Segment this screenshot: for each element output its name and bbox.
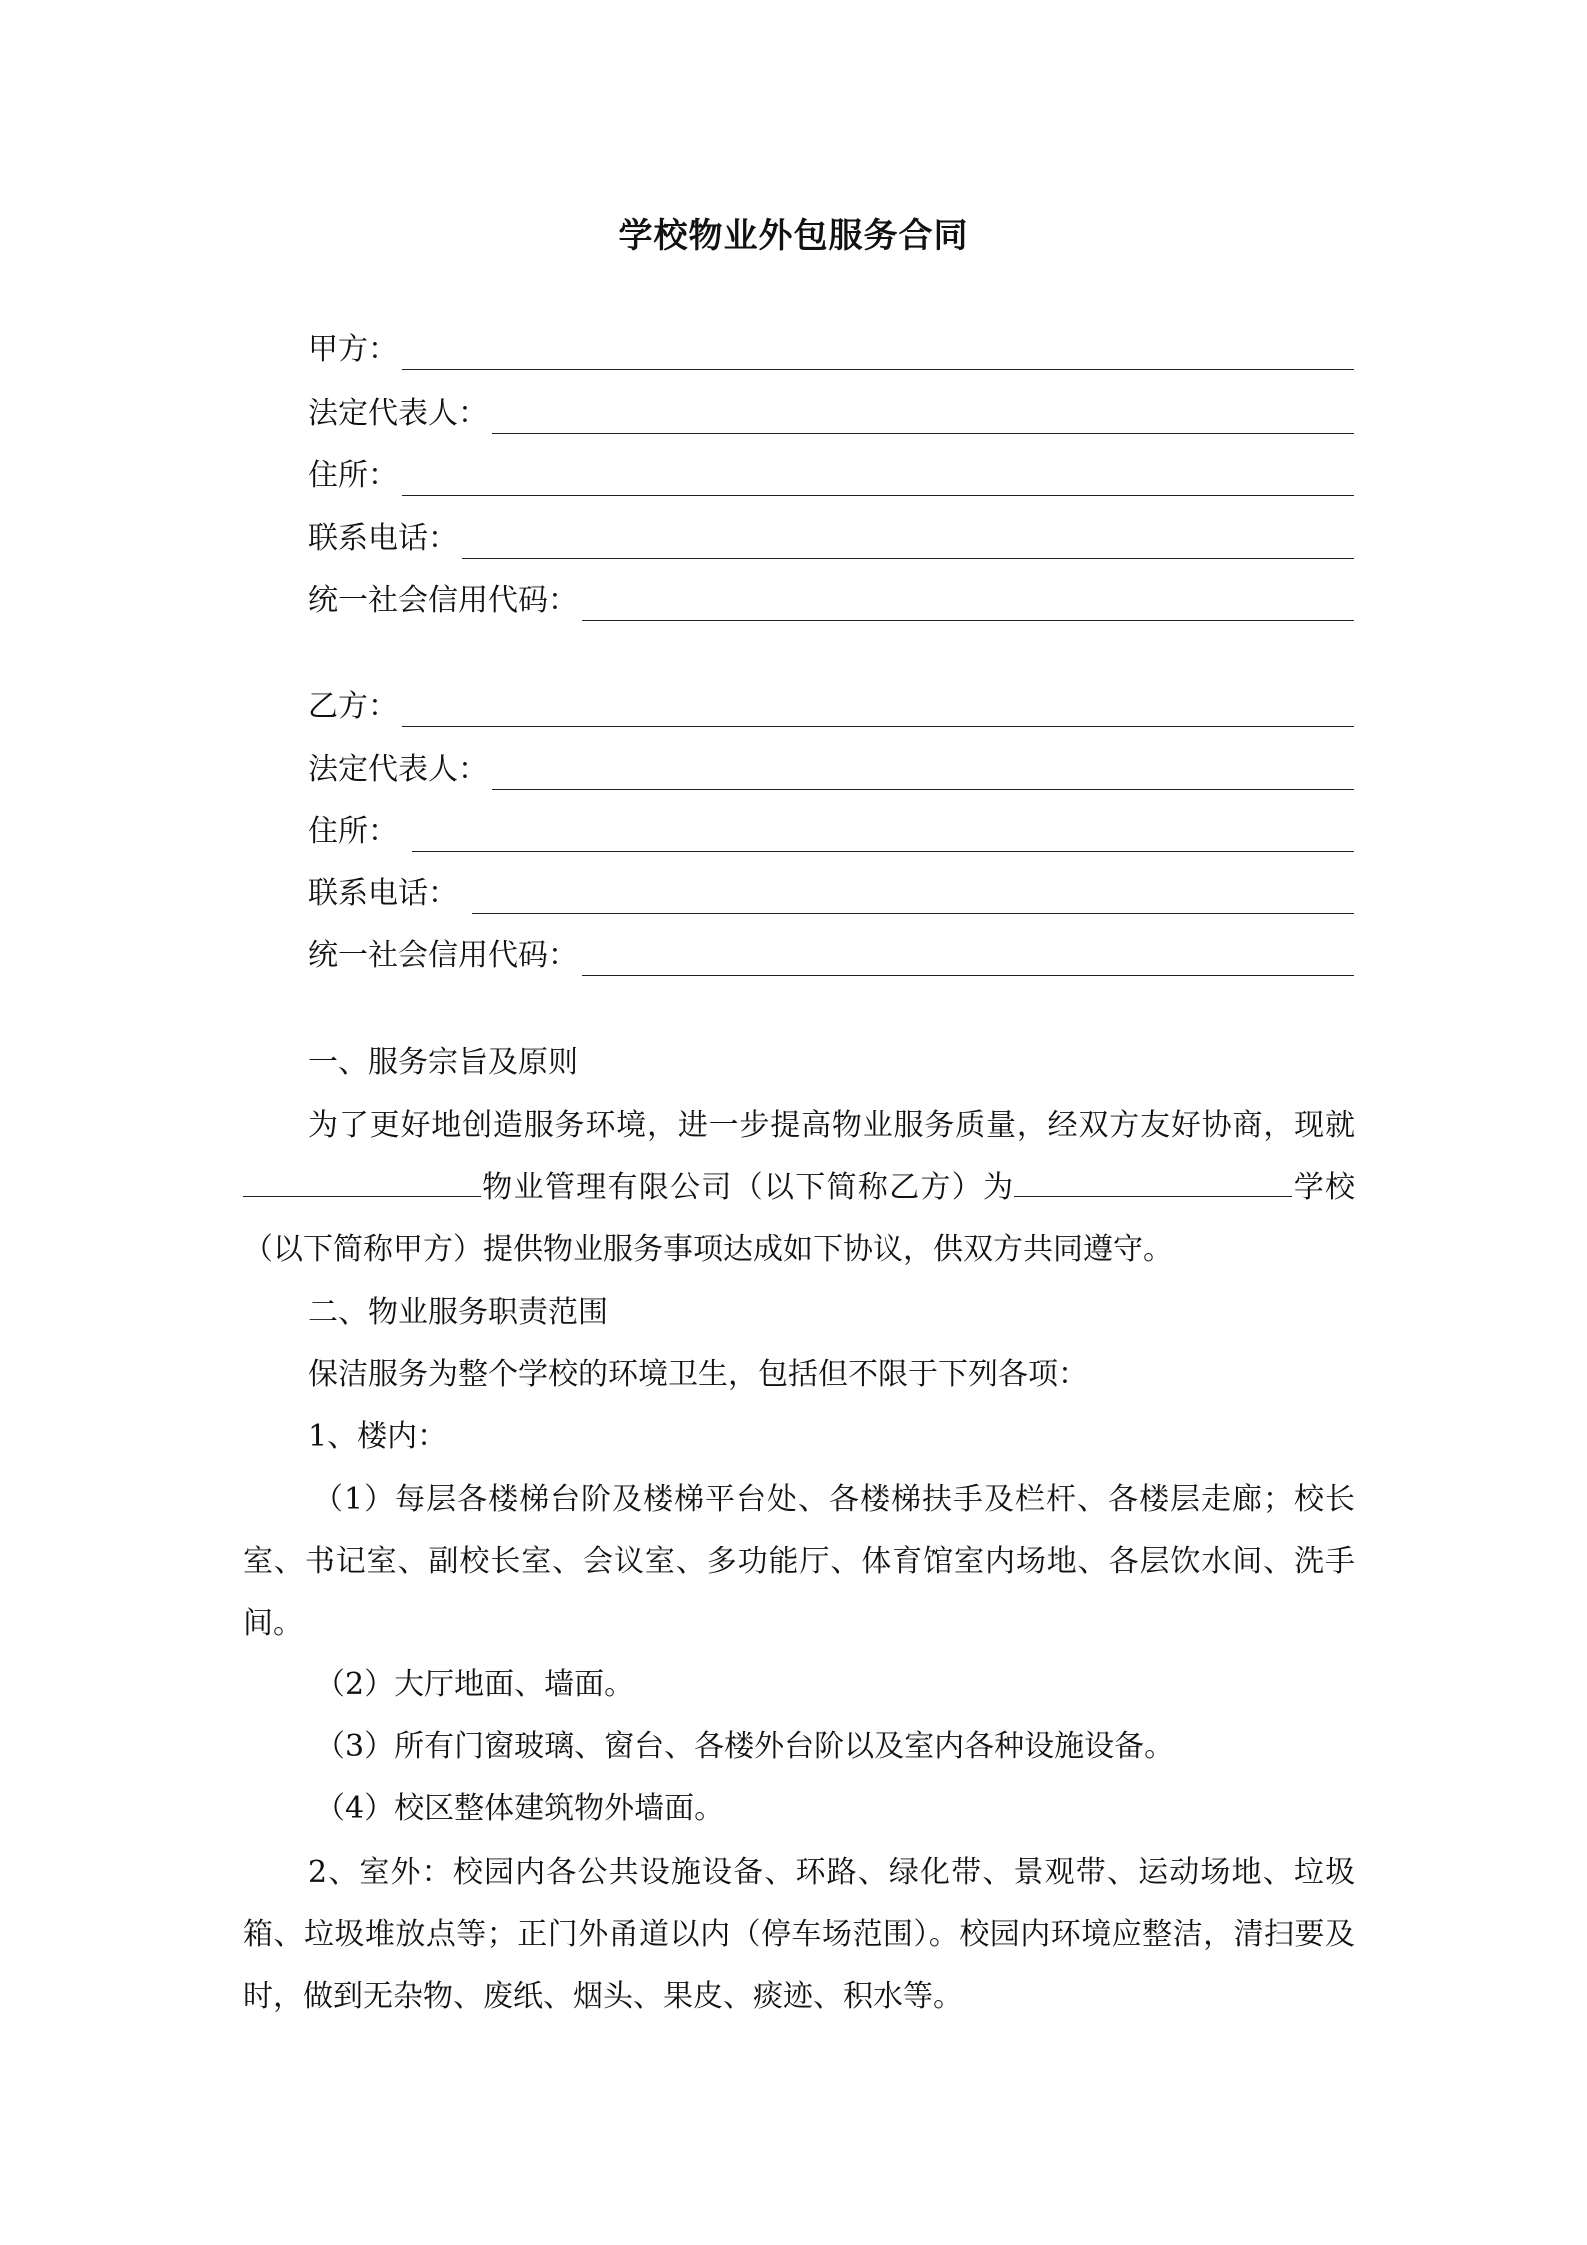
school-name-blank <box>1014 1170 1292 1197</box>
company-name-blank <box>243 1170 481 1197</box>
party-a-address-blank <box>402 461 1354 496</box>
party-b-address-blank <box>412 817 1354 852</box>
party-b-rep-label: 法定代表人： <box>308 752 488 787</box>
party-a-field <box>308 326 1354 370</box>
section2-item2: 2、室外：校园内各公共设施设备、环路、绿化带、景观带、运动场地、垃圾箱、垃圾堆放点等；正门外甬道以内（停车场范围）。校园内环境应整洁，清扫要及时，做到无杂物、废纸、烟头、果皮、痰迹、积水等。 <box>243 1855 1355 2014</box>
party-b-address-field <box>308 808 1354 852</box>
section1-heading: 一、服务宗旨及原则 <box>308 1045 578 1080</box>
section1-text-b: 物业管理有限公司（以下简称乙方）为 <box>481 1170 1015 1205</box>
section2-sub4: （4）校区整体建筑物外墙面。 <box>315 1791 725 1826</box>
party-a-rep-blank <box>492 399 1354 434</box>
party-a-credit-field <box>308 577 1354 621</box>
section2-sub3: （3）所有门窗玻璃、窗台、各楼外台阶以及室内各种设施设备。 <box>315 1729 1175 1764</box>
party-a-credit-label: 统一社会信用代码： <box>308 583 578 618</box>
section2-heading: 二、物业服务职责范围 <box>308 1295 608 1330</box>
party-b-credit-field <box>308 932 1354 976</box>
section1-paragraph <box>243 1095 1355 1281</box>
party-a-address-label: 住所： <box>308 458 398 493</box>
party-b-phone-blank <box>472 879 1354 914</box>
party-a-label: 甲方： <box>308 332 398 367</box>
party-b-credit-blank <box>582 941 1354 976</box>
party-b-rep-blank <box>492 755 1354 790</box>
party-b-label: 乙方： <box>308 689 398 724</box>
party-b-phone-field <box>308 870 1354 914</box>
section2-item1: 1、楼内： <box>308 1419 448 1454</box>
party-a-rep-label: 法定代表人： <box>308 396 488 431</box>
party-a-phone-label: 联系电话： <box>308 521 458 556</box>
document-title: 学校物业外包服务合同 <box>618 216 969 256</box>
party-a-blank <box>402 335 1354 370</box>
party-b-rep-field <box>308 746 1354 790</box>
party-a-rep-field <box>308 390 1354 434</box>
section1-text-c: 学校（以下简称甲方）提供物业服务事项达成如下协议，供双方共同遵守。 <box>243 1170 1356 1267</box>
party-b-credit-label: 统一社会信用代码： <box>308 938 578 973</box>
party-b-blank <box>402 692 1354 727</box>
section1-text-a: 为了更好地创造服务环境，进一步提高物业服务质量，经双方友好协商，现就 <box>308 1108 1355 1143</box>
party-b-phone-label: 联系电话： <box>308 876 458 911</box>
party-a-credit-blank <box>582 586 1354 621</box>
party-a-address-field <box>308 452 1354 496</box>
section2-intro: 保洁服务为整个学校的环境卫生，包括但不限于下列各项： <box>308 1357 1088 1392</box>
section2-sub2: （2）大厅地面、墙面。 <box>315 1667 635 1702</box>
party-a-phone-field <box>308 515 1354 559</box>
party-a-phone-blank <box>462 524 1354 559</box>
party-b-field <box>308 683 1354 727</box>
party-b-address-label: 住所： <box>308 814 398 849</box>
section2-sub1: （1）每层各楼梯台阶及楼梯平台处、各楼梯扶手及栏杆、各楼层走廊；校长室、书记室、副校长室、会议室、多功能厅、体育馆室内场地、各层饮水间、洗手间。 <box>243 1482 1355 1641</box>
